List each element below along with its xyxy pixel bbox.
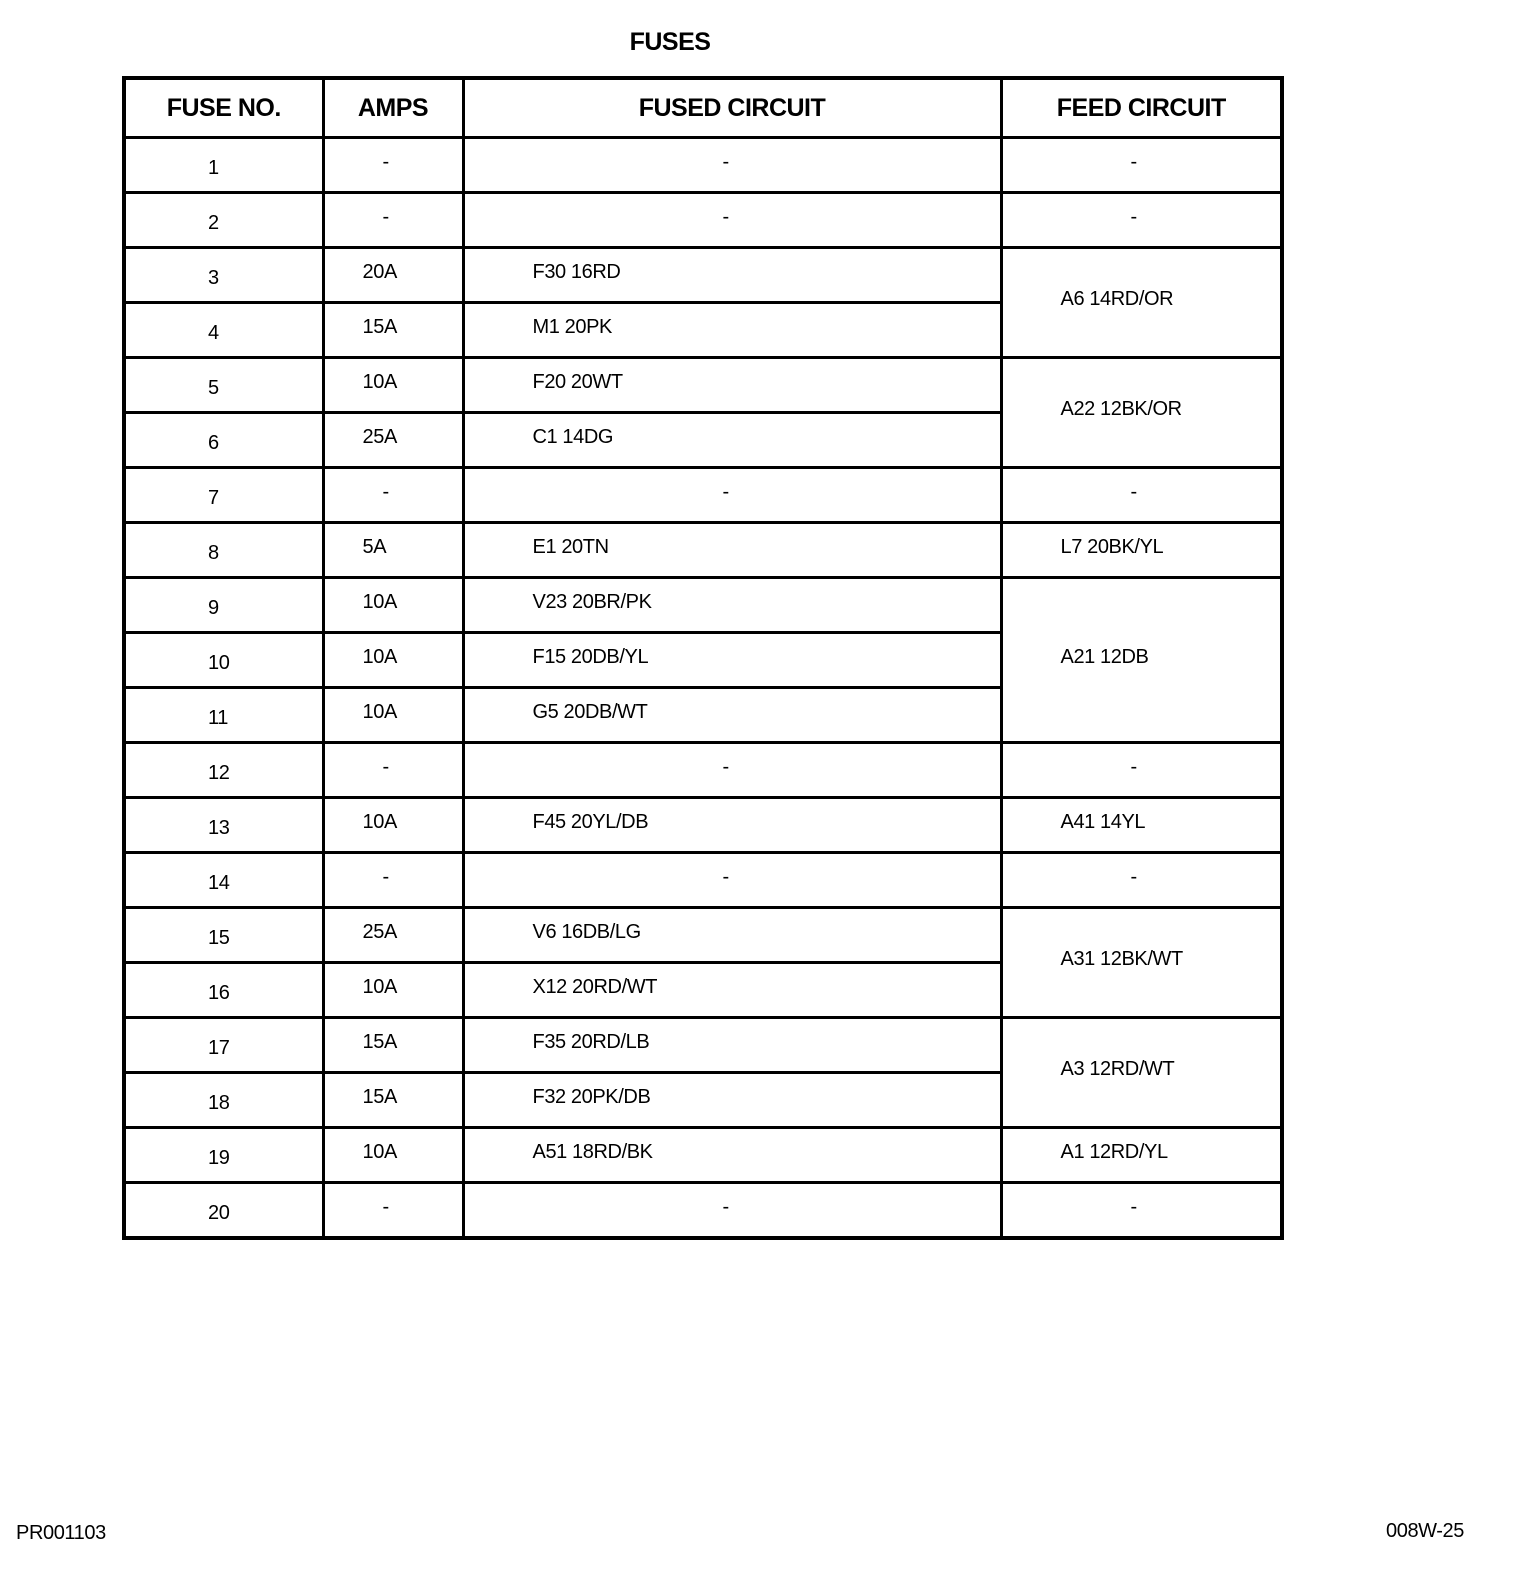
fused-circuit: - [463, 1183, 1001, 1239]
fused-circuit: F30 16RD [463, 248, 1001, 303]
table-row [124, 798, 1282, 853]
feed-circuit: - [1001, 138, 1282, 193]
table-row [124, 1128, 1282, 1183]
fused-circuit: E1 20TN [463, 523, 1001, 578]
feed-circuit: - [1001, 468, 1282, 523]
table-row [124, 248, 1282, 303]
fused-circuit: - [463, 853, 1001, 908]
fuse-number: 19 [124, 1128, 323, 1183]
fuse-number: 5 [124, 358, 323, 413]
table-row [124, 468, 1282, 523]
fuse-amps: - [323, 468, 463, 523]
table-row [124, 908, 1282, 963]
document-code-left: PR001103 [16, 1522, 106, 1544]
fuse-number: 18 [124, 1073, 323, 1128]
table-row [124, 853, 1282, 908]
header-fused-circuit: FUSED CIRCUIT [463, 78, 1001, 138]
fused-circuit: F20 20WT [463, 358, 1001, 413]
feed-circuit: - [1001, 193, 1282, 248]
fused-circuit: G5 20DB/WT [463, 688, 1001, 743]
fuse-amps: 15A [323, 1073, 463, 1128]
fused-circuit: - [463, 743, 1001, 798]
table-row [124, 358, 1282, 413]
fuse-amps: - [323, 743, 463, 798]
table-row [124, 523, 1282, 578]
feed-circuit: - [1001, 853, 1282, 908]
fuse-amps: 10A [323, 798, 463, 853]
fused-circuit: V6 16DB/LG [463, 908, 1001, 963]
fused-circuit: V23 20BR/PK [463, 578, 1001, 633]
table-row [124, 578, 1282, 633]
fuse-number: 13 [124, 798, 323, 853]
document-code-right: 008W-25 [1386, 1520, 1464, 1542]
fuse-amps: 5A [323, 523, 463, 578]
fuse-number: 15 [124, 908, 323, 963]
fuse-number: 6 [124, 413, 323, 468]
fuse-number: 8 [124, 523, 323, 578]
fused-circuit: M1 20PK [463, 303, 1001, 358]
header-fuse-no: FUSE NO. [124, 78, 323, 138]
fused-circuit: F32 20PK/DB [463, 1073, 1001, 1128]
fuse-number: 2 [124, 193, 323, 248]
fuse-number: 9 [124, 578, 323, 633]
feed-circuit: A21 12DB [1001, 578, 1282, 743]
fuse-amps: 10A [323, 963, 463, 1018]
feed-circuit: A6 14RD/OR [1001, 248, 1282, 358]
fuse-amps: 15A [323, 1018, 463, 1073]
fused-circuit: F45 20YL/DB [463, 798, 1001, 853]
feed-circuit: A31 12BK/WT [1001, 908, 1282, 1018]
table-row [124, 1183, 1282, 1239]
fuse-amps: 25A [323, 413, 463, 468]
fuse-number: 16 [124, 963, 323, 1018]
feed-circuit: - [1001, 1183, 1282, 1239]
fused-circuit: A51 18RD/BK [463, 1128, 1001, 1183]
fuse-number: 1 [124, 138, 323, 193]
fused-circuit: - [463, 138, 1001, 193]
fuse-number: 17 [124, 1018, 323, 1073]
table-row [124, 743, 1282, 798]
fuse-amps: 25A [323, 908, 463, 963]
fuse-number: 20 [124, 1183, 323, 1239]
feed-circuit: A3 12RD/WT [1001, 1018, 1282, 1128]
fuse-amps: - [323, 1183, 463, 1239]
fuse-number: 10 [124, 633, 323, 688]
fuse-number: 14 [124, 853, 323, 908]
fused-circuit: C1 14DG [463, 413, 1001, 468]
fuse-amps: - [323, 853, 463, 908]
fuse-table [122, 76, 1284, 1240]
fuse-amps: 10A [323, 633, 463, 688]
fused-circuit: X12 20RD/WT [463, 963, 1001, 1018]
fuse-amps: - [323, 193, 463, 248]
fused-circuit: - [463, 193, 1001, 248]
feed-circuit: A1 12RD/YL [1001, 1128, 1282, 1183]
table-row [124, 1018, 1282, 1073]
feed-circuit: A22 12BK/OR [1001, 358, 1282, 468]
fuse-amps: 20A [323, 248, 463, 303]
table-row [124, 193, 1282, 248]
feed-circuit: A41 14YL [1001, 798, 1282, 853]
fuse-amps: 10A [323, 358, 463, 413]
table-header-row [124, 78, 1282, 138]
fuse-amps: 15A [323, 303, 463, 358]
fuse-amps: 10A [323, 1128, 463, 1183]
feed-circuit: L7 20BK/YL [1001, 523, 1282, 578]
header-feed-circuit: FEED CIRCUIT [1001, 78, 1282, 138]
fuse-amps: 10A [323, 688, 463, 743]
fuse-amps: - [323, 138, 463, 193]
table-row [124, 138, 1282, 193]
page-title: FUSES [629, 28, 711, 56]
fused-circuit: F15 20DB/YL [463, 633, 1001, 688]
fuse-number: 12 [124, 743, 323, 798]
fuse-number: 4 [124, 303, 323, 358]
fuse-number: 7 [124, 468, 323, 523]
fuse-number: 3 [124, 248, 323, 303]
fuse-amps: 10A [323, 578, 463, 633]
fuse-number: 11 [124, 688, 323, 743]
header-amps: AMPS [323, 78, 463, 138]
feed-circuit: - [1001, 743, 1282, 798]
fused-circuit: - [463, 468, 1001, 523]
fused-circuit: F35 20RD/LB [463, 1018, 1001, 1073]
